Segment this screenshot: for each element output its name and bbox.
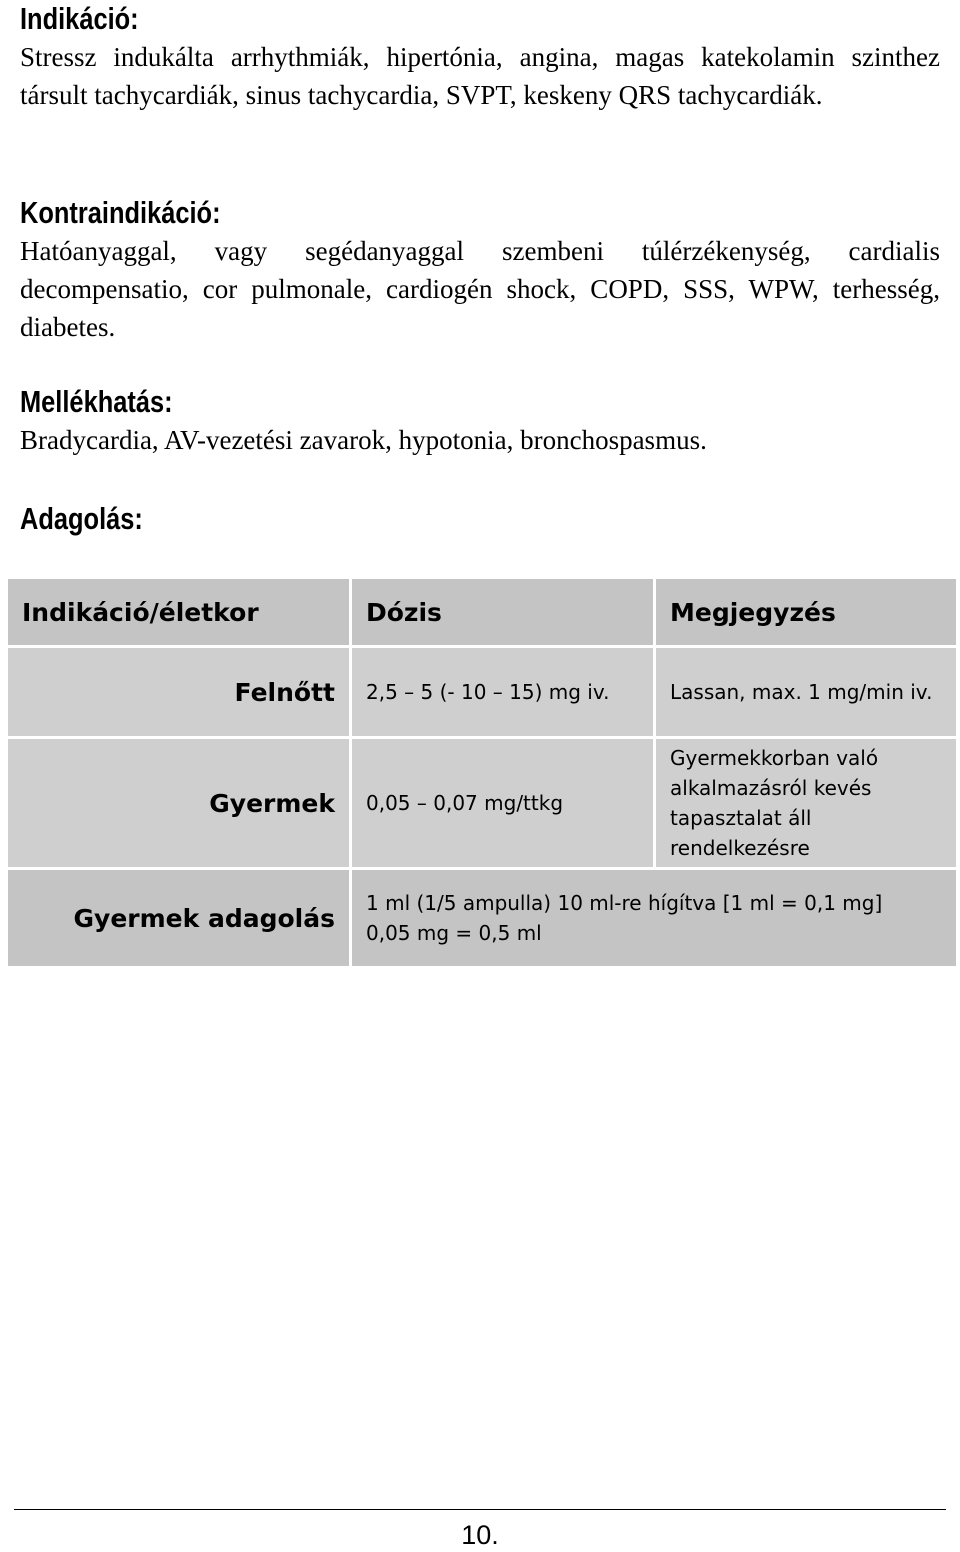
header-indikacio-eletkor: Indikáció/életkor: [8, 579, 349, 645]
table-row: [8, 739, 956, 867]
page-number: 10.: [461, 1520, 499, 1550]
row-dose-felnott: 2,5 – 5 (- 10 – 15) mg iv.: [352, 648, 653, 736]
row-label-gyermek: Gyermek: [8, 739, 349, 867]
section-mellekhatas: [20, 383, 940, 459]
table-header-row: [8, 579, 956, 645]
dosage-table: [5, 576, 959, 969]
heading-kontraindikacio: Kontraindikáció:: [20, 195, 221, 230]
heading-adagolas: Adagolás:: [20, 501, 143, 536]
section-indikacio: [20, 0, 940, 114]
header-megjegyzes: Megjegyzés: [656, 579, 956, 645]
row-dose-gyermek: 0,05 – 0,07 mg/ttkg: [352, 739, 653, 867]
section-adagolas: [20, 500, 940, 538]
header-dozis: Dózis: [352, 579, 653, 645]
text-kontraindikacio: Hatóanyaggal, vagy segédanyaggal szembeni túlérzékenység, cardialis decompensatio, cor pulmonale, cardiogén shock, COPD, SSS, WPW, terhesség, diabetes.: [20, 236, 940, 342]
row-label-felnott: Felnőtt: [8, 648, 349, 736]
dosing-line-1: 1 ml (1/5 ampulla) 10 ml-re hígítva [1 ml = 0,1 mg]: [366, 891, 883, 915]
text-indikacio: Stressz indukálta arrhythmiák, hipertónia, angina, magas katekolamin szinthez társult tachycardiák, sinus tachycardia, SVPT, keskeny QRS tachycardiák.: [20, 42, 940, 110]
row-note-gyermek: Gyermekkorban való alkalmazásról kevés tapasztalat áll rendelkezésre: [656, 739, 956, 867]
heading-mellekhatas: Mellékhatás:: [20, 384, 173, 419]
section-kontraindikacio: [20, 194, 940, 346]
footer-divider: [14, 1509, 946, 1510]
heading-indikacio: Indikáció:: [20, 1, 139, 36]
text-mellekhatas: Bradycardia, AV-vezetési zavarok, hypotonia, bronchospasmus.: [20, 425, 707, 455]
table-row: [8, 870, 956, 966]
table-row: [8, 648, 956, 736]
row-label-gyermek-adagolas: Gyermek adagolás: [8, 870, 349, 966]
row-note-felnott: Lassan, max. 1 mg/min iv.: [656, 648, 956, 736]
dosing-line-2: 0,05 mg = 0,5 ml: [366, 921, 542, 945]
row-dosing-details: [352, 870, 956, 966]
